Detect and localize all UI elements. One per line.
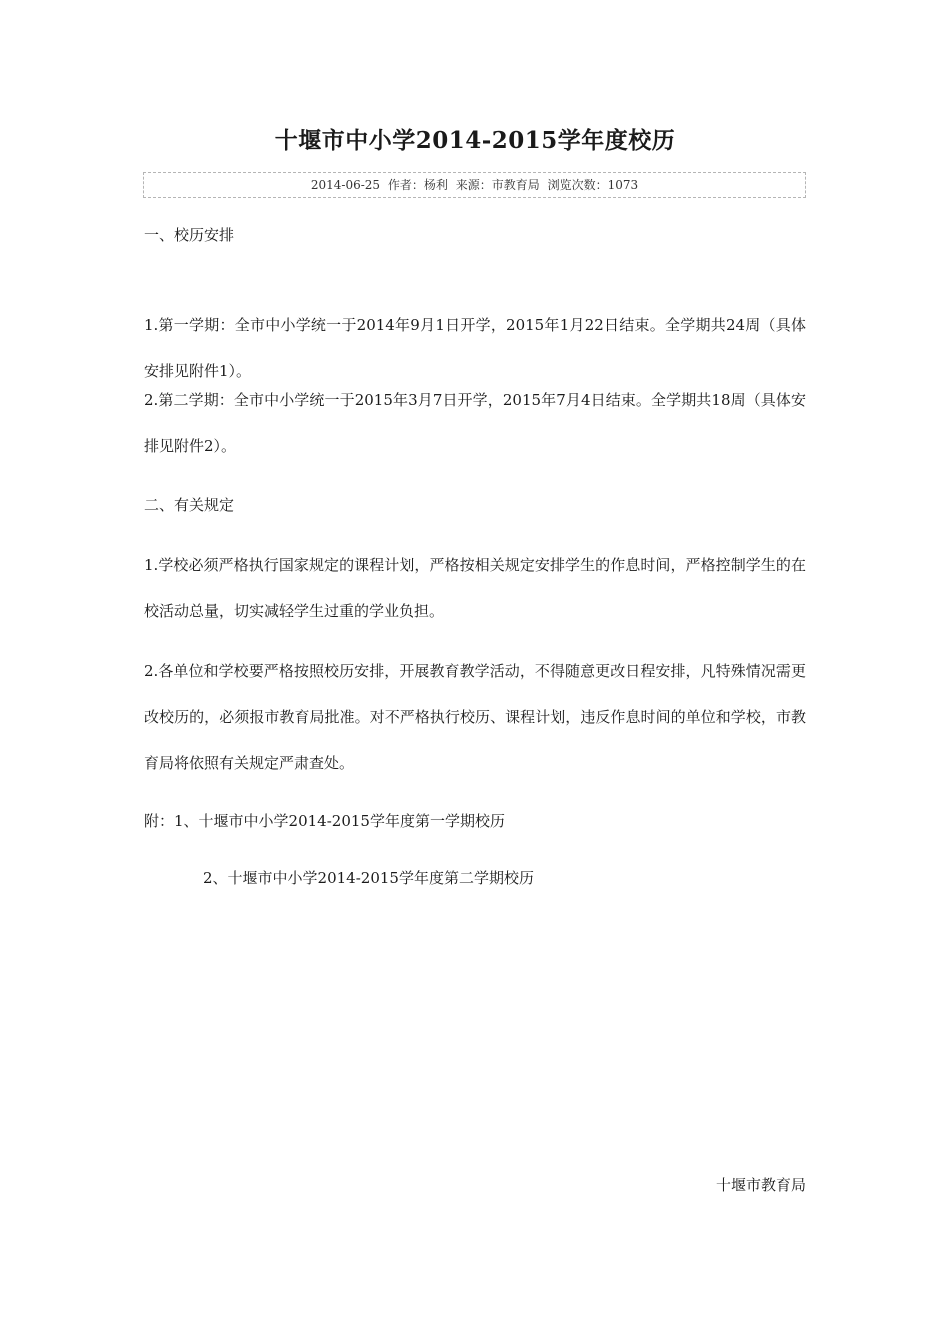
paragraph-rule-2: 2.各单位和学校要严格按照校历安排，开展教育教学活动，不得随意更改日程安排，凡特殊情况需更改校历的，必须报市教育局批准。对不严格执行校历、课程计划，违反作息时间的单位和学校，市教育局将依照有关规定严肃查处。	[144, 662, 806, 772]
view-count: 浏览次数：1073	[547, 178, 639, 192]
publish-date: 2014-06-25	[310, 178, 381, 192]
attachment-item-1: 附：1、十堰市中小学2014-2015学年度第一学期校历	[144, 812, 505, 830]
section-heading-calendar: 一、校历安排	[144, 226, 235, 244]
section-heading-rules: 二、有关规定	[144, 496, 235, 514]
paragraph-semester-2: 2.第二学期：全市中小学统一于2015年3月7日开学，2015年7月4日结束。全学期共18周（具体安排见附件2）。	[144, 391, 806, 455]
attachment-item-2: 2、十堰市中小学2014-2015学年度第二学期校历	[203, 869, 534, 887]
issuer-signature: 十堰市教育局	[715, 1176, 806, 1194]
author-label: 作者：杨利	[387, 178, 448, 192]
paragraph-rule-1: 1.学校必须严格执行国家规定的课程计划，严格按相关规定安排学生的作息时间，严格控制学生的在校活动总量，切实减轻学生过重的学业负担。	[144, 556, 806, 620]
article-meta-bar	[143, 172, 806, 198]
document-title: 十堰市中小学2014-2015学年度校历	[274, 127, 676, 154]
paragraph-semester-1: 1.第一学期：全市中小学统一于2014年9月1日开学，2015年1月22日结束。全学期共24周（具体安排见附件1）。	[144, 316, 806, 380]
source-label: 来源：市教育局	[455, 178, 540, 192]
